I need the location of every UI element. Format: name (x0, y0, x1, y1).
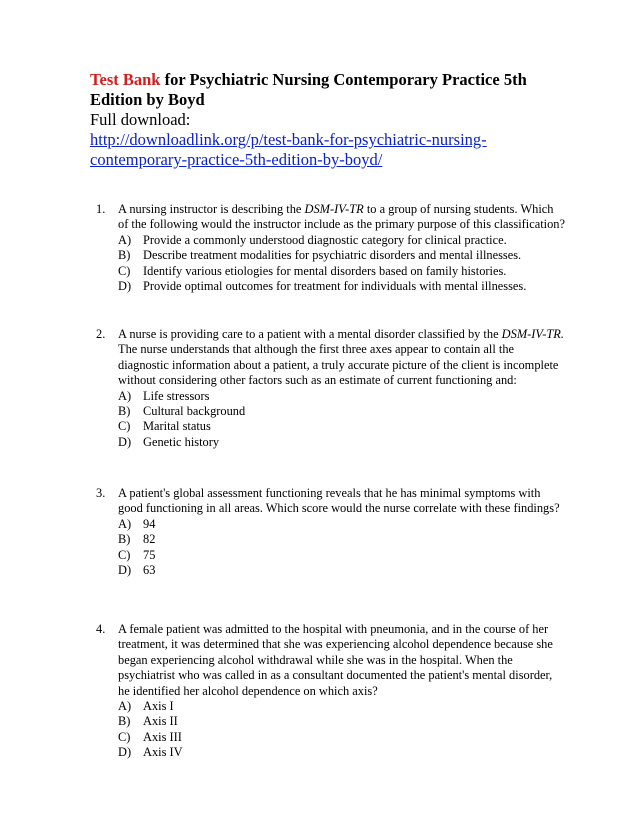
stem-text-continued: to a group of nursing students. Which of the following would the instructor include as the primary purpose of this classification? (118, 202, 565, 232)
answer-option (118, 730, 566, 745)
option-text: Axis I (143, 699, 174, 714)
option-text: Genetic history (143, 434, 220, 449)
answer-option (118, 435, 566, 450)
option-letter: A) (118, 699, 132, 714)
answer-option (118, 563, 566, 578)
option-letter: D) (118, 279, 132, 294)
download-link[interactable]: http://downloadlink.org/p/test-bank-for-psychiatric-nursing-contemporary-practice-5th-edition-by-boyd/ (90, 130, 487, 169)
option-letter: D) (118, 563, 132, 578)
question-number: 1. (96, 202, 106, 216)
option-letter: B) (118, 532, 131, 547)
question-3 (96, 486, 566, 578)
stem-text: A nursing instructor is describing the (118, 202, 305, 216)
option-letter: D) (118, 434, 132, 449)
title-text: for Psychiatric Nursing Contemporary Practice 5th Edition by Boyd (90, 70, 527, 109)
option-letter: A) (118, 232, 132, 247)
option-text: Provide optimal outcomes for treatment for individuals with mental illnesses. (143, 279, 527, 294)
option-text: 94 (143, 516, 156, 531)
download-label: Full download: (90, 110, 191, 129)
question-number: 3. (96, 486, 106, 500)
answer-option (118, 404, 566, 419)
answer-option (118, 699, 566, 714)
option-letter: D) (118, 745, 132, 760)
stem-text: A patient's global assessment functioning reveals that he has minimal symptoms with good functioning in all areas. Which score would the nurse correlate with these findings? (118, 486, 560, 516)
option-letter: C) (118, 729, 131, 744)
question-stem (118, 327, 566, 389)
answer-option (118, 517, 566, 532)
option-text: Cultural background (143, 404, 246, 419)
option-text: Life stressors (143, 388, 210, 403)
stem-text: A nurse is providing care to a patient with a mental disorder classified by the (118, 327, 502, 341)
stem-text: A female patient was admitted to the hospital with pneumonia, and in the course of her treatment, it was determined that she was experiencing alcohol dependence because she began experiencing alcohol withdrawal while she was in the hospital. When the psychiatrist who was called in as a consultant documented the patient's mental disorder, he identified her alcohol dependence on which axis? (118, 622, 553, 698)
answer-option (118, 233, 566, 248)
option-text: 75 (143, 547, 156, 562)
option-letter: A) (118, 516, 132, 531)
option-text: Axis IV (143, 745, 183, 760)
question-1 (96, 202, 566, 294)
option-letter: C) (118, 419, 131, 434)
answer-option (118, 279, 566, 294)
question-2 (96, 327, 566, 450)
option-text: Describe treatment modalities for psychiatric disorders and mental illnesses. (143, 248, 522, 263)
answer-option (118, 419, 566, 434)
option-letter: A) (118, 388, 132, 403)
answer-option (118, 548, 566, 563)
stem-italic: DSM-IV-TR (304, 202, 364, 216)
question-4 (96, 622, 566, 761)
question-stem (118, 202, 566, 233)
option-text: 63 (143, 563, 156, 578)
answer-option (118, 532, 566, 547)
answer-option (118, 714, 566, 729)
question-stem (118, 486, 566, 517)
option-text: Axis II (143, 714, 178, 729)
option-text: Provide a commonly understood diagnostic category for clinical practice. (143, 232, 507, 247)
stem-italic: DSM-IV-TR. (501, 327, 564, 341)
answer-option (118, 389, 566, 404)
option-text: 82 (143, 532, 156, 547)
question-stem (118, 622, 566, 699)
answer-option (118, 248, 566, 263)
option-text: Marital status (143, 419, 211, 434)
question-number: 4. (96, 622, 106, 636)
option-letter: B) (118, 404, 131, 419)
stem-text-continued: The nurse understands that although the first three axes appear to contain all the diagnostic information about a patient, a truly accurate picture of the client is incomplete without considering other factors such as an estimate of current functioning and: (118, 342, 559, 388)
option-letter: B) (118, 248, 131, 263)
option-letter: C) (118, 263, 131, 278)
option-letter: C) (118, 547, 131, 562)
option-text: Axis III (143, 729, 182, 744)
question-number: 2. (96, 327, 106, 341)
option-text: Identify various etiologies for mental disorders based on family histories. (143, 263, 507, 278)
answer-option (118, 264, 566, 279)
answer-option (118, 745, 566, 760)
title-highlight: Test Bank (90, 70, 161, 89)
option-letter: B) (118, 714, 131, 729)
